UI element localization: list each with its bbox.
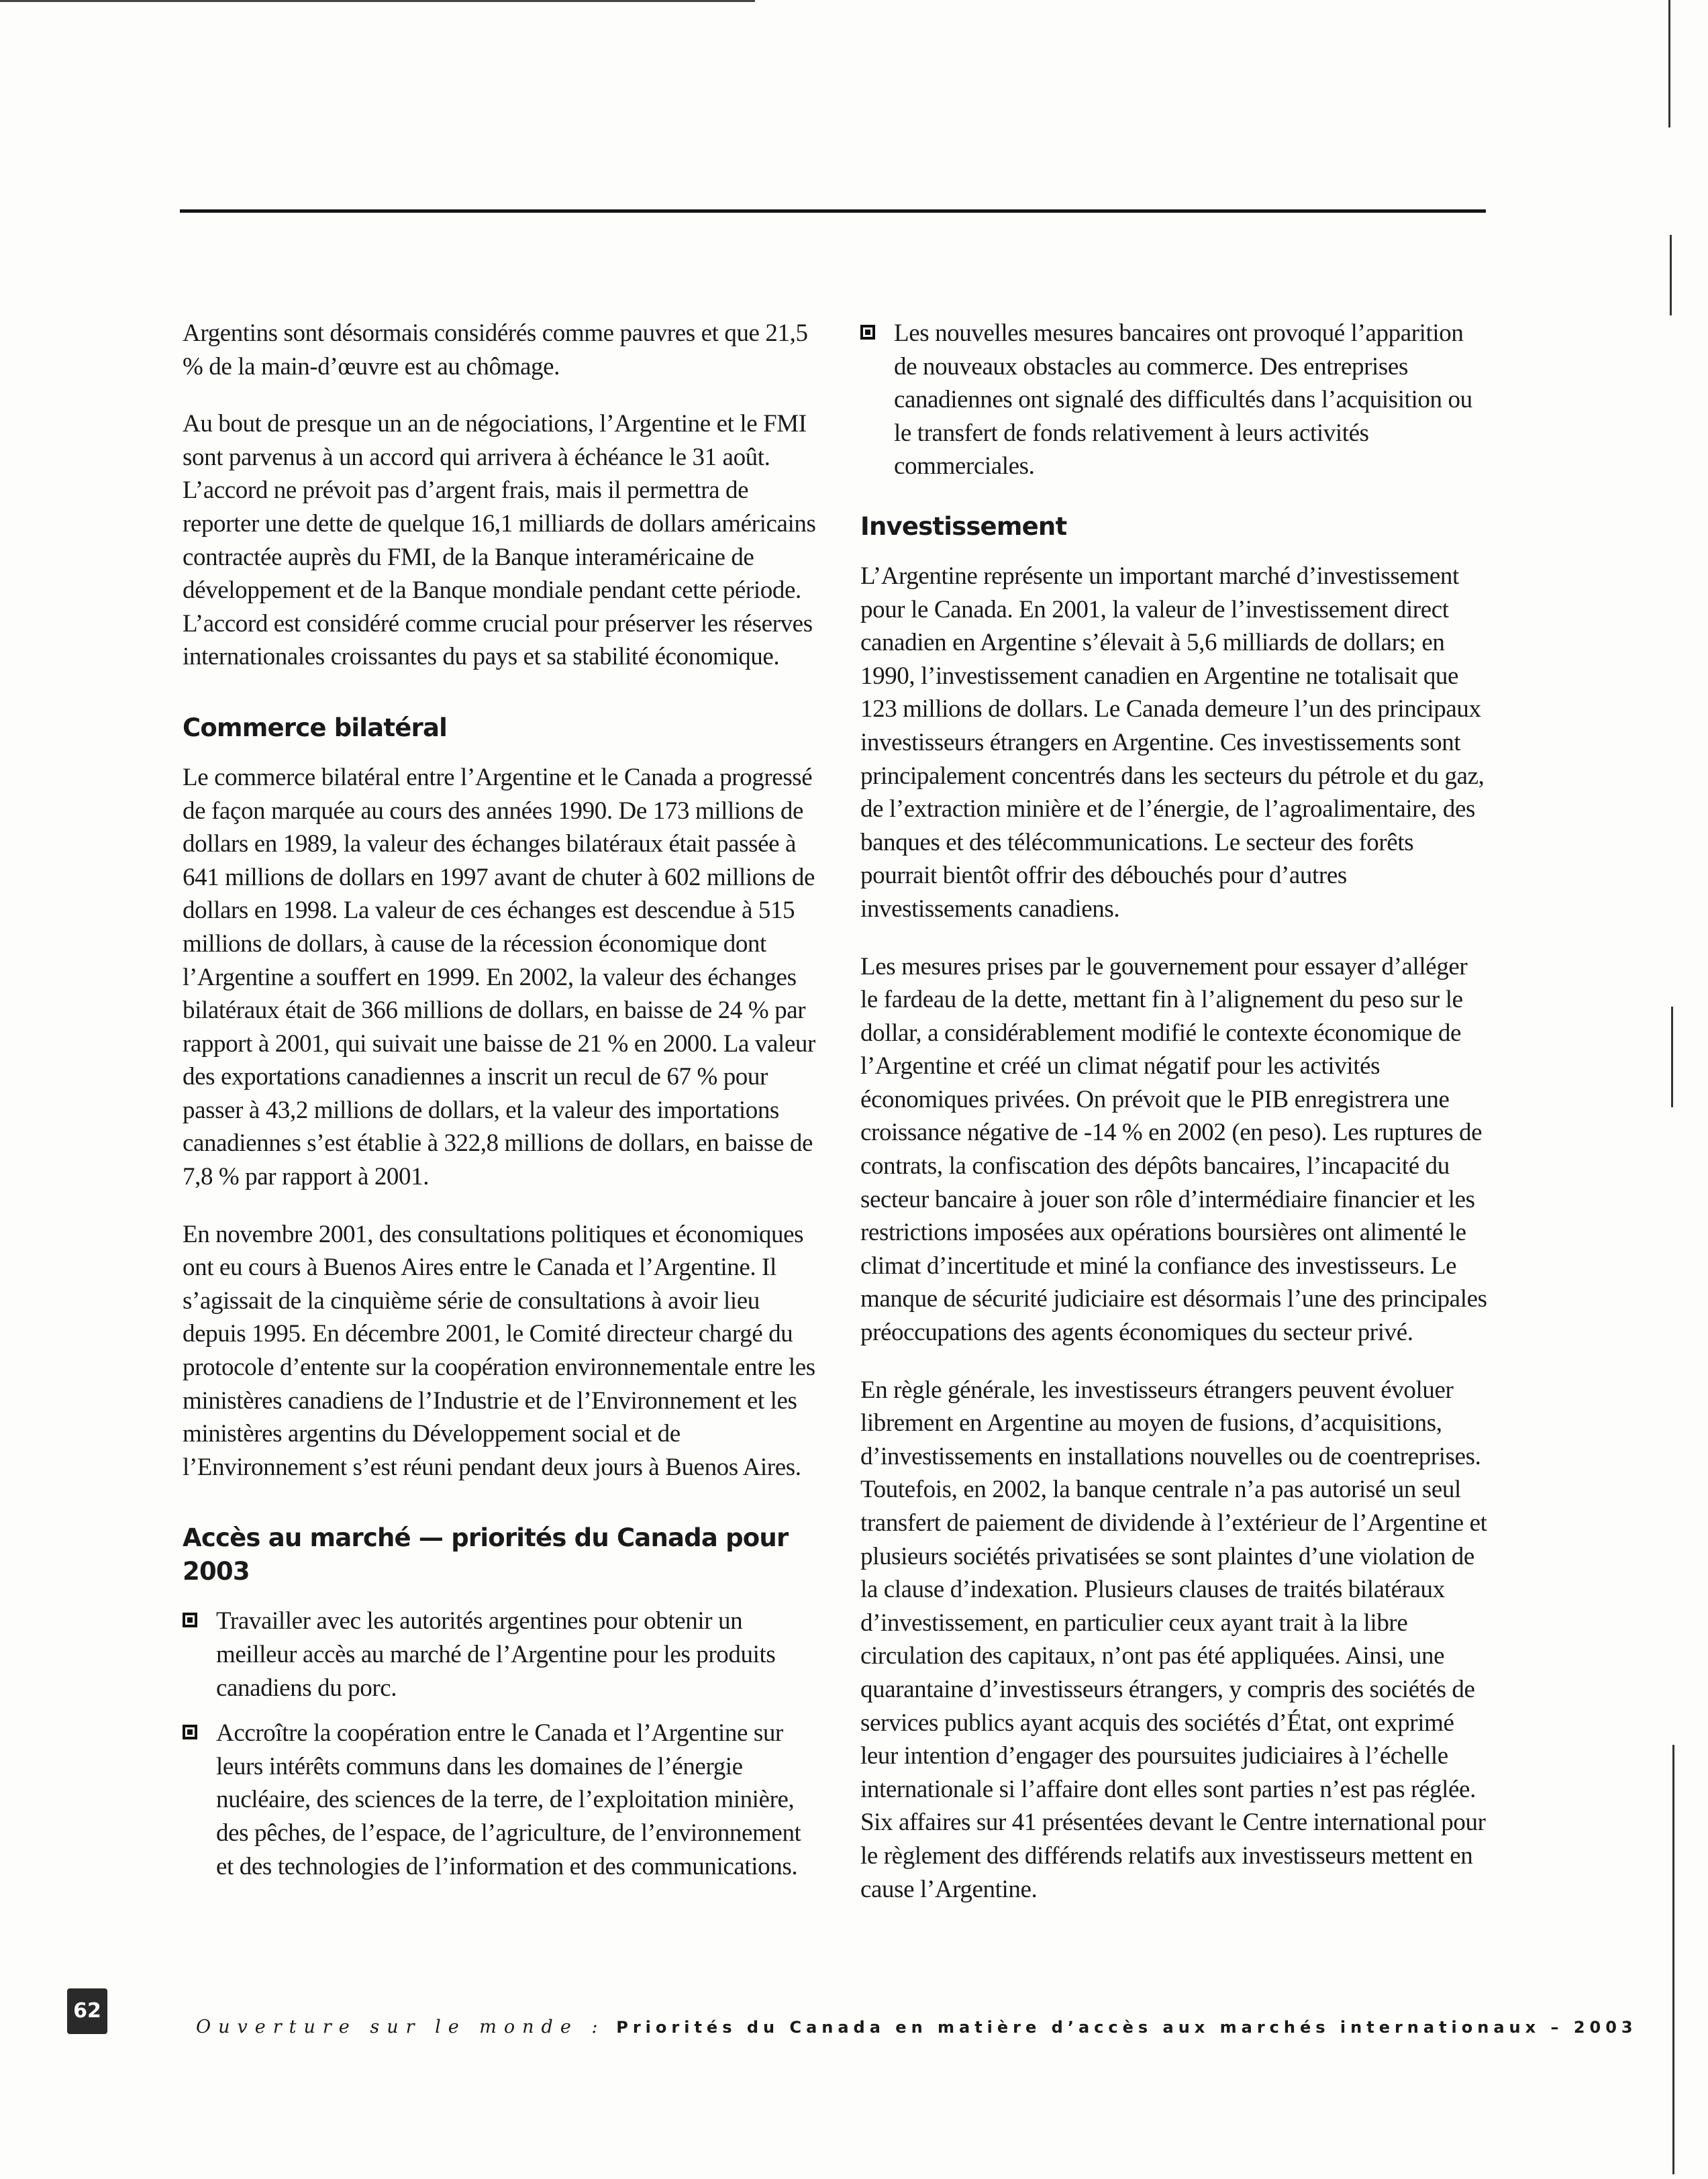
list-item-text: Les nouvelles mesures bancaires ont provoqué l’apparition de nouveaux obstacles au commerce. Des entreprises canadiennes ont signalé des difficultés dans l’acquisition ou le transfert de fonds relativement à leurs activités commerciales. — [894, 319, 1472, 480]
priority-list — [183, 1605, 820, 1883]
list-item — [183, 1605, 820, 1705]
header-rule — [180, 209, 1486, 213]
scan-edge-right — [1672, 1745, 1674, 2174]
square-bullet-icon — [183, 1613, 197, 1627]
section-heading-commerce: Commerce bilatéral — [183, 713, 448, 742]
paragraph: L’Argentine représente un important marché d’investissement pour le Canada. En 2001, la valeur de l’investissement direct canadien en Argentine s’élevait à 5,6 milliards de dollars; en 1990, l’investissement canadien en Argentine ne totalisait que 123 millions de dollars. Le Canada demeure l’un des principaux investisseurs étrangers en Argentine. Ces investissements sont principalement concentrés dans les secteurs du pétrole et du gaz, de l’extraction minière et de l’énergie, de l’agroalimentaire, des banques et des télécommunications. Le secteur des forêts pourrait bientôt offrir des débouchés pour d’autres investissements canadiens. — [860, 562, 1485, 923]
scan-edge-top — [0, 0, 755, 2]
scan-edge-right — [1671, 1007, 1673, 1107]
paragraph: Argentins sont désormais considérés comme pauvres et que 21,5 % de la main-d’œuvre est au chômage. — [183, 319, 808, 381]
list-item — [183, 1717, 820, 1883]
paragraph: Au bout de presque un an de négociations, l’Argentine et le FMI sont parvenus à un accord qui arrivera à échéance le 31 août. L’accord ne prévoit pas d’argent frais, mais il permettra de reporter une dette de quelque 16,1 milliards de dollars américains contractée auprès du FMI, de la Banque interaméricaine de développement et de la Banque mondiale pendant cette période. L’accord est considéré comme crucial pour préserver les réserves internationales croissantes du pays et sa stabilité économique. — [183, 410, 816, 671]
paragraph: Le commerce bilatéral entre l’Argentine et le Canada a progressé de façon marquée au cours des années 1990. De 173 millions de dollars en 1989, la valeur des échanges bilatéraux était passée à 641 millions de dollars en 1997 avant de chuter à 602 millions de dollars en 1998. La valeur de ces échanges est descendue à 515 millions de dollars, à cause de la récession économique dont l’Argentine a souffert en 1999. En 2002, la valeur des échanges bilatéraux était de 366 millions de dollars, en baisse de 24 % par rapport à 2001, qui suivait une baisse de 21 % en 2000. La valeur des exportations canadiennes a inscrit un recul de 67 % pour passer à 43,2 millions de dollars, et la valeur des importations canadiennes s’est établie à 322,8 millions de dollars, en baisse de 7,8 % par rapport à 2001. — [183, 763, 815, 1191]
list-item-text: Accroître la coopération entre le Canada et l’Argentine sur leurs intérêts communs dans les domaines de l’énergie nucléaire, des sciences de la terre, de l’exploitation minière, des pêches, de l’espace, de l’agriculture, de l’environnement et des technologies de l’information et des communications. — [216, 1719, 801, 1880]
list-item-text: Travailler avec les autorités argentines pour obtenir un meilleur accès au marché de l’Argentine pour les produits canadiens du porc. — [216, 1607, 776, 1702]
paragraph: Les mesures prises par le gouvernement pour essayer d’alléger le fardeau de la dette, mettant fin à l’alignement du peso sur le dollar, a considérablement modifié le contexte économique de l’Argentine et créé un climat négatif pour les activités économiques privées. On prévoit que le PIB enregistrera une croissance négative de -14 % en 2002 (en peso). Les ruptures de contrats, la confiscation des dépôts bancaires, l’incapacité du secteur bancaire à jouer son rôle d’intermédiaire financier et les restrictions imposées aux opérations boursières ont alimenté le climat d’incertitude et miné la confiance des investisseurs. Le manque de sécurité judiciaire est désormais l’une des principales préoccupations des agents économiques du secteur privé. — [860, 952, 1487, 1347]
footer-series: Ouverture sur le monde : — [196, 2017, 605, 2037]
footer-title: Priorités du Canada en matière d’accès aux marchés internationaux – 2003 — [616, 2018, 1638, 2037]
paragraph: En règle générale, les investisseurs étrangers peuvent évoluer librement en Argentine au moyen de fusions, d’acquisitions, d’investissements en installations nouvelles ou de coentreprises. Toutefois, en 2002, la banque centrale n’a pas autorisé un seul transfert de paiement de dividende à l’extérieur de l’Argentine et plusieurs sociétés privatisées se sont plaintes d’une violation de la clause d’indexation. Plusieurs clauses de traités bilatéraux d’investissement, en particulier ceux ayant trait à la libre circulation des capitaux, n’ont pas été appliquées. Ainsi, une quarantaine d’investisseurs étrangers, y compris des sociétés de services publics ayant acquis des sociétés d’État, ont exprimé leur intention d’engager des poursuites judiciaires à l’échelle internationale si l’affaire dont elles sont parties n’est pas réglée. Six affaires sur 41 présentées devant le Centre international pour le règlement des différends relatifs aux investisseurs mettent en cause l’Argentine. — [860, 1376, 1487, 1903]
section-heading-investissement: Investissement — [860, 511, 1067, 541]
square-bullet-icon — [860, 325, 875, 340]
paragraph: En novembre 2001, des consultations politiques et économiques ont eu cours à Buenos Aires entre le Canada et l’Argentine. Il s’agissait de la cinquième série de consultations à avoir lieu depuis 1995. En décembre 2001, le Comité directeur chargé du protocole d’entente sur la coopération environnementale entre les ministères canadiens de l’Industrie et de l’Environnement et les ministères argentins du Développement social et de l’Environnement s’est réuni pendant deux jours à Buenos Aires. — [183, 1220, 815, 1481]
priority-list-continued — [860, 317, 1488, 483]
running-footer — [196, 2017, 1638, 2037]
list-item — [860, 317, 1488, 483]
section-heading-acces: Accès au marché — priorités du Canada pour 2003 — [183, 1523, 789, 1586]
right-column — [860, 317, 1488, 1930]
scan-edge-right — [1668, 0, 1670, 128]
left-column — [183, 317, 820, 1895]
scan-edge-right — [1670, 235, 1672, 315]
page-number: 62 — [67, 1988, 107, 2034]
square-bullet-icon — [183, 1725, 197, 1739]
